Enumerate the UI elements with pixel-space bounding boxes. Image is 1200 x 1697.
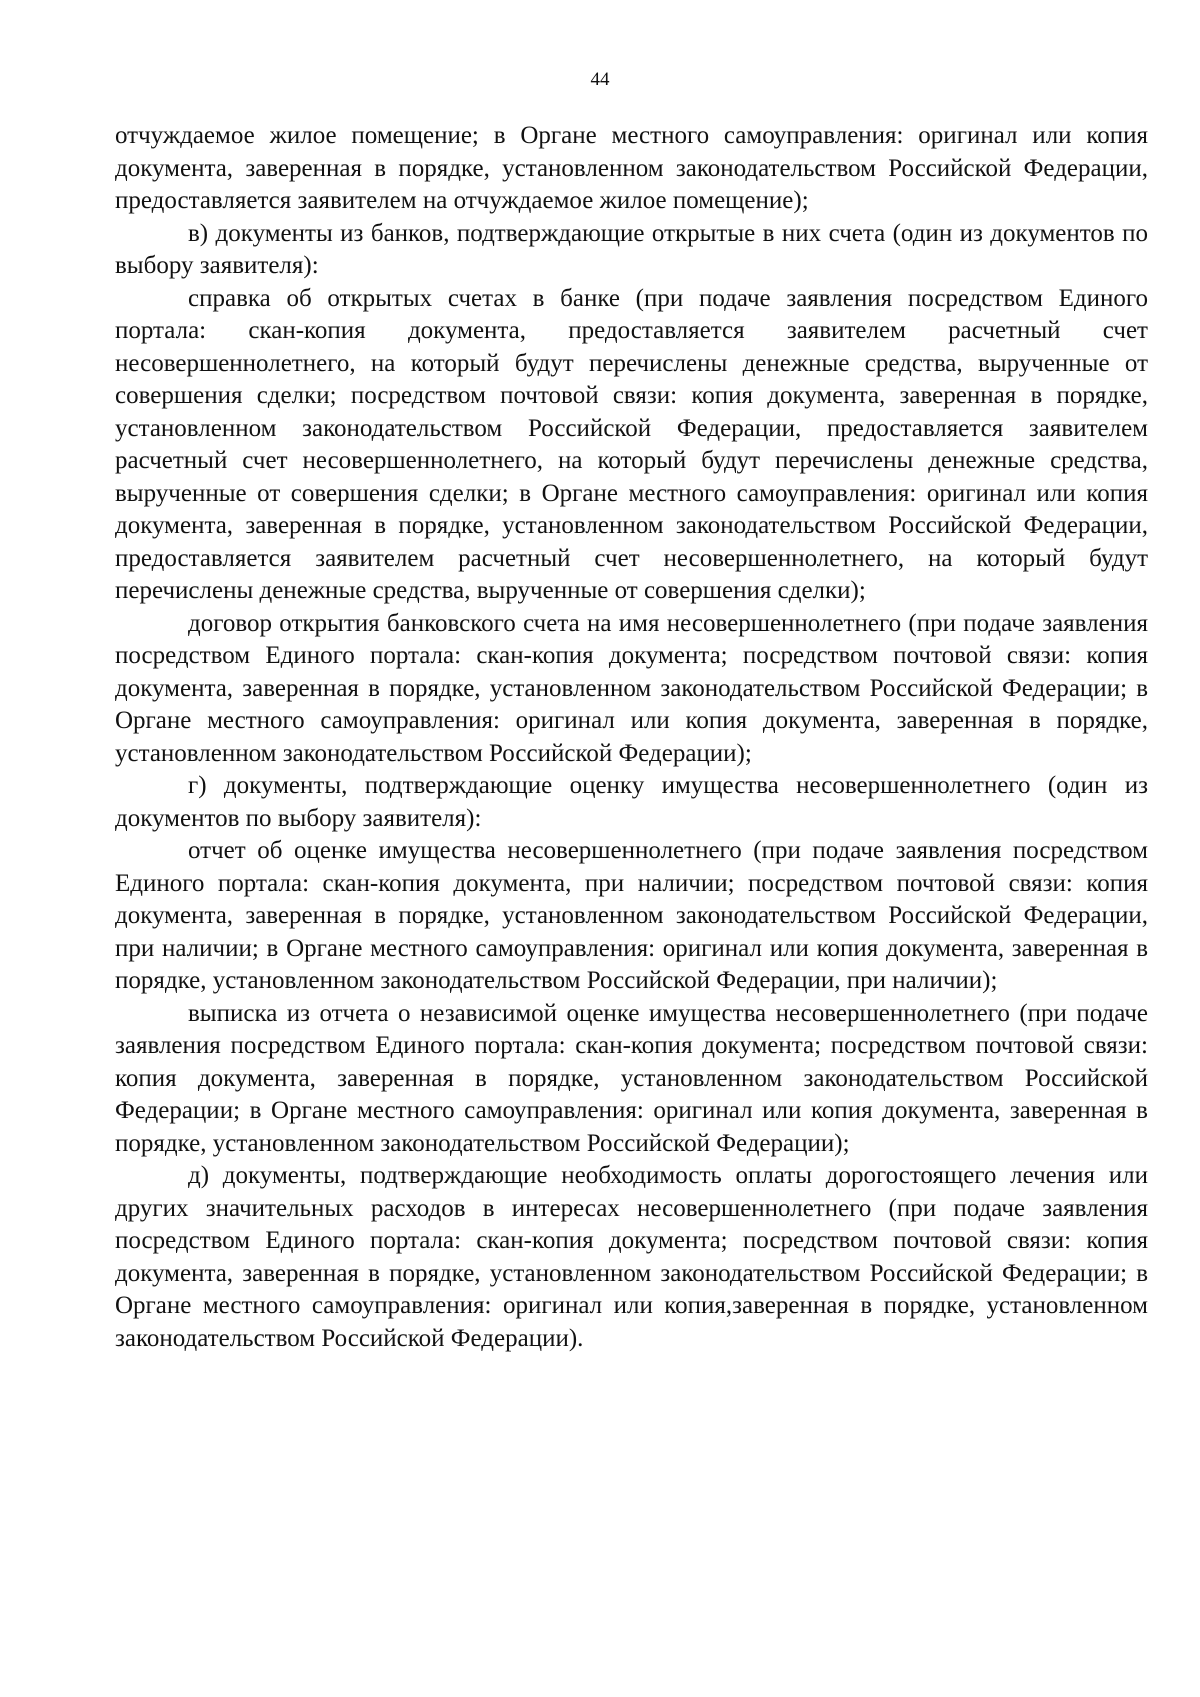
page-number: 44 [590, 69, 610, 90]
paragraph-item-v: в) документы из банков, подтверждающие открытые в них счета (один из документов по выбору заявителя): [115, 219, 1148, 279]
paragraph-continuation: отчуждаемое жилое помещение; в Органе местного самоуправления: оригинал или копия документа, заверенная в порядке, установленном законодательством Российской Федерации, предоставляется заявителем на отчуждаемое жилое помещение); [115, 122, 1148, 214]
document-body [115, 120, 1148, 1355]
paragraph-item-g: г) документы, подтверждающие оценку имущества несовершеннолетнего (один из документов по выбору заявителя): [115, 772, 1148, 832]
paragraph-bank-account-contract: договор открытия банковского счета на имя несовершеннолетнего (при подаче заявления посредством Единого портала: скан-копия документа; посредством почтовой связи: копия документа, заверенная в порядке, установленном законодательством Российской Федерации; в Органе местного самоуправления: оригинал или копия документа, заверенная в порядке, установленном законодательством Российской Федерации); [115, 609, 1148, 767]
paragraph-valuation-report: отчет об оценке имущества несовершеннолетнего (при подаче заявления посредством Единого портала: скан-копия документа, при наличии; посредством почтовой связи: копия документа, заверенная в порядке, установленном законодательством Российской Федерации, при наличии; в Органе местного самоуправления: оригинал или копия документа, заверенная в порядке, установленном законодательством Российской Федерации, при наличии); [115, 837, 1148, 994]
paragraph-item-d: д) документы, подтверждающие необходимость оплаты дорогостоящего лечения или других значительных расходов в интересах несовершеннолетнего (при подаче заявления посредством Единого портала: скан-копия документа; посредством почтовой связи: копия документа, заверенная в порядке, установленном законодательством Российской Федерации; в Органе местного самоуправления: оригинал или копия,заверенная в порядке, установленном законодательством Российской Федерации). [115, 1162, 1148, 1352]
paragraph-bank-statement: справка об открытых счетах в банке (при подаче заявления посредством Единого портала: скан-копия документа, предоставляется заявителем расчетный счет несовершеннолетнего, на который будут перечислены денежные средства, вырученные от совершения сделки; посредством почтовой связи: копия документа, заверенная в порядке, установленном законодательством Российской Федерации, предоставляется заявителем расчетный счет несовершеннолетнего, на который будут перечислены денежные средства, вырученные от совершения сделки; в Органе местного самоуправления: оригинал или копия документа, заверенная в порядке, установленном законодательством Российской Федерации, предоставляется заявителем расчетный счет несовершеннолетнего, на который будут перечислены денежные средства, вырученные от совершения сделки); [115, 284, 1148, 604]
paragraph-valuation-extract: выписка из отчета о независимой оценке имущества несовершеннолетнего (при подаче заявления посредством Единого портала: скан-копия документа; посредством почтовой связи: копия документа, заверенная в порядке, установленном законодательством Российской Федерации; в Органе местного самоуправления: оригинал или копия документа, заверенная в порядке, установленном законодательством Российской Федерации); [115, 999, 1148, 1157]
